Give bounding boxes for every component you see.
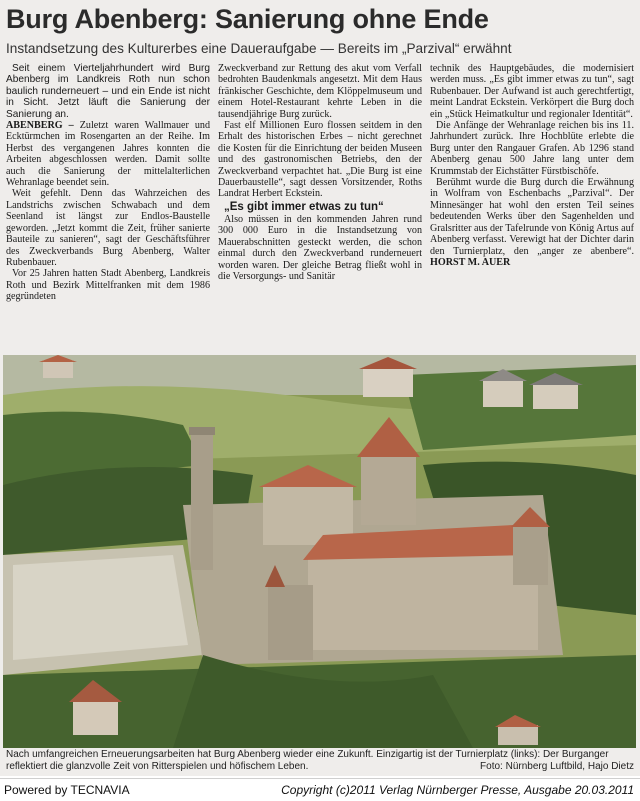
caption-text: Nach umfangreichen Erneuerungsarbeiten hat Burg Abenberg wieder eine Zukunft. Einzigartig ist der Turnierplatz (links): Der Burganger reflektiert die glanzvolle Zeit von Ritterspielen und höfischem Leben. — [6, 749, 609, 772]
headline: Burg Abenberg: Sanierung ohne Ende — [6, 4, 489, 34]
article-paragraph-1 — [6, 120, 210, 188]
article-paragraph-5b: technik des Hauptgebäudes, die modernisiert werden muss. „Es gibt immer etwas zu tun“, sagt Rubenbauer. Der Aufwand ist auch gerechtfertigt, meint Landrat Eckstein. Verkörpert die Burg doch ein „Stück Heimatkultur und regionaler Identität“. — [430, 63, 634, 120]
article-paragraph-4: Fast elf Millionen Euro flossen seitdem in den Erhalt des historischen Erbes – nicht gerechnet die Kosten für die Einrichtung der beiden Museen und des gastronomischen Betriebs, den der Zweckverband verpachtet hat. „Die Burg ist eine Dauerbaustelle“, sagt dessen Vorsitzender, Roths Landrat Herbert Eckstein. — [218, 120, 422, 200]
photo-caption — [6, 749, 634, 773]
dateline: ABENBERG – — [6, 120, 74, 132]
page-footer — [0, 778, 640, 801]
author-byline: HORST M. AUER — [430, 256, 511, 268]
paragraph-text: Berühmt wurde die Burg durch die Erwähnung in Wolfram von Eschenbachs „Parzival“. Der Minnesänger hat wohl den ersten Teil seines bedeutenden Werks über den Sagenhelden und Gralsritter aus der Tafelrunde von König Artus auf Abenberg verfasst. Verewigt hat der Dichter darin den Turnierplatz, den „anger ze abenbere“. — [430, 177, 634, 257]
subheadline: Instandsetzung des Kulturerbes eine Daueraufgabe — Bereits im „Parzival“ erwähnt — [6, 41, 512, 56]
article-column-3 — [430, 63, 634, 351]
article-paragraph-6: Die Anfänge der Wehranlage reichen bis ins 11. Jahrhundert zurück. Ihre Hochblüte erlebte die Burg unter den Rangauer Grafen. Ab 1296 stand Abenberg genau 500 Jahre lang unter dem Krummstab der Eichstätter Fürstbischöfe. — [430, 120, 634, 177]
powered-by: Powered by TECNAVIA — [4, 783, 130, 797]
article-paragraph-7 — [430, 177, 634, 268]
article-column-2 — [218, 63, 422, 351]
copyright-notice: Copyright (c)2011 Verlag Nürnberger Presse, Ausgabe 20.03.2011 — [281, 783, 634, 797]
crosshead: „Es gibt immer etwas zu tun“ — [224, 200, 384, 213]
article-paragraph-5a: Also müssen in den kommenden Jahren rund 300 000 Euro in die Instandsetzung von Mauerabschnitten gesteckt werden, die schon einmal durch den Zweckverband runderneuert worden waren. Der gleiche Betrag fließt wohl in die Versorgungs- und Sanitär — [218, 213, 422, 282]
paragraph-text: Zuletzt waren Wallmauer und Ecktürmchen im Rosengarten an der Reihe. Im Herbst des vergangenen Jahres konnten die Arbeiten abgeschlossen werden. Damit sollte auch die Sanierung der mittelalterlichen Wehranlage beendet sein. — [6, 120, 210, 189]
article-intro: Seit einem Vierteljahrhundert wird Burg Abenberg im Landkreis Roth nun schon baulich runderneuert – und ein Ende ist nicht in Sicht. Jetzt läuft die Sanierung der Sanierung an. — [6, 63, 210, 120]
castle-photo-illustration — [3, 355, 636, 748]
castle-aerial-photo — [3, 355, 636, 748]
article-column-1 — [6, 63, 210, 351]
article-paragraph-3a: Vor 25 Jahren hatten Stadt Abenberg, Landkreis Roth und Bezirk Mittelfranken mit dem 1986 gegründeten — [6, 268, 210, 303]
article-body — [6, 63, 634, 351]
article-paragraph-3b: Zweckverband zur Rettung des akut vom Verfall bedrohten Baudenkmals angesetzt. Mit dem Haus fränkischer Geschichte, dem Klöppelmuseum und einem Hotel-Restaurant kehrte Leben in die tausendjährige Burg zurück. — [218, 63, 422, 120]
photo-credit: Foto: Nürnberg Luftbild, Hajo Dietz — [480, 761, 634, 772]
article-paragraph-2: Weit gefehlt. Denn das Wahrzeichen des Landstrichs zwischen Schwabach und dem Seenland ist längst zur Endlos-Baustelle geworden. „Jetzt kommt die Zeit, früher sanierte Bauteile zu sanieren“, sagt der Geschäftsführer des Zweckverbands Burg Abenberg, Walter Rubenbauer. — [6, 188, 210, 268]
